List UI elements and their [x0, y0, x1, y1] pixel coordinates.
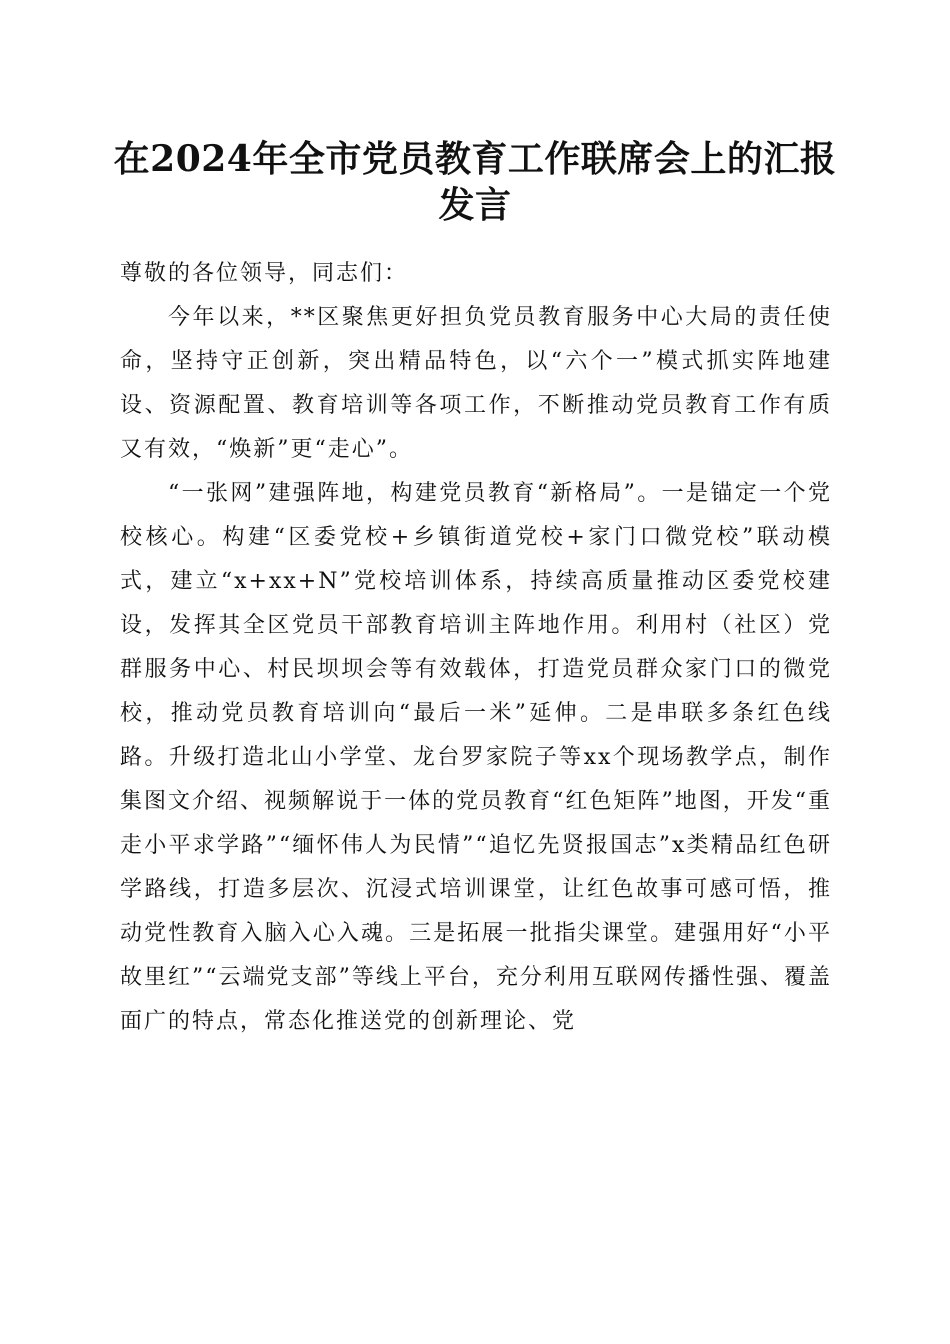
document-title-line-1: 在2024年全市党员教育工作联席会上的汇报: [113, 138, 837, 180]
paragraph-intro: 今年以来，**区聚焦更好担负党员教育服务中心大局的责任使命，坚持守正创新，突出精品特色，以“六个一”模式抓实阵地建设、资源配置、教育培训等各项工作，不断推动党员教育工作有质又有效，“焕新”更“走心”。: [120, 305, 832, 462]
salutation: 尊敬的各位领导，同志们：: [120, 261, 409, 286]
document-body: [120, 252, 832, 1044]
document-title-line-2: 发言: [438, 184, 512, 226]
paragraph-network: “一张网”建强阵地，构建党员教育“新格局”。一是锚定一个党校核心。构建“区委党校+乡镇街道党校+家门口微党校”联动模式，建立“x+xx+N”党校培训体系，持续高质量推动区委党校建设，发挥其全区党员干部教育培训主阵地作用。利用村（社区）党群服务中心、村民坝坝会等有效载体，打造党员群众家门口的微党校，推动党员教育培训向“最后一米”延伸。二是串联多条红色线路。升级打造北山小学堂、龙台罗家院子等xx个现场教学点，制作集图文介绍、视频解说于一体的党员教育“红色矩阵”地图，开发“重走小平求学路”“缅怀伟人为民情”“追忆先贤报国志”x类精品红色研学路线，打造多层次、沉浸式培训课堂，让红色故事可感可悟，推动党性教育入脑入心入魂。三是拓展一批指尖课堂。建强用好“小平故里红”“云端党支部”等线上平台，充分利用互联网传播性强、覆盖面广的特点，常态化推送党的创新理论、党: [120, 481, 832, 1034]
document-title: [110, 136, 840, 228]
